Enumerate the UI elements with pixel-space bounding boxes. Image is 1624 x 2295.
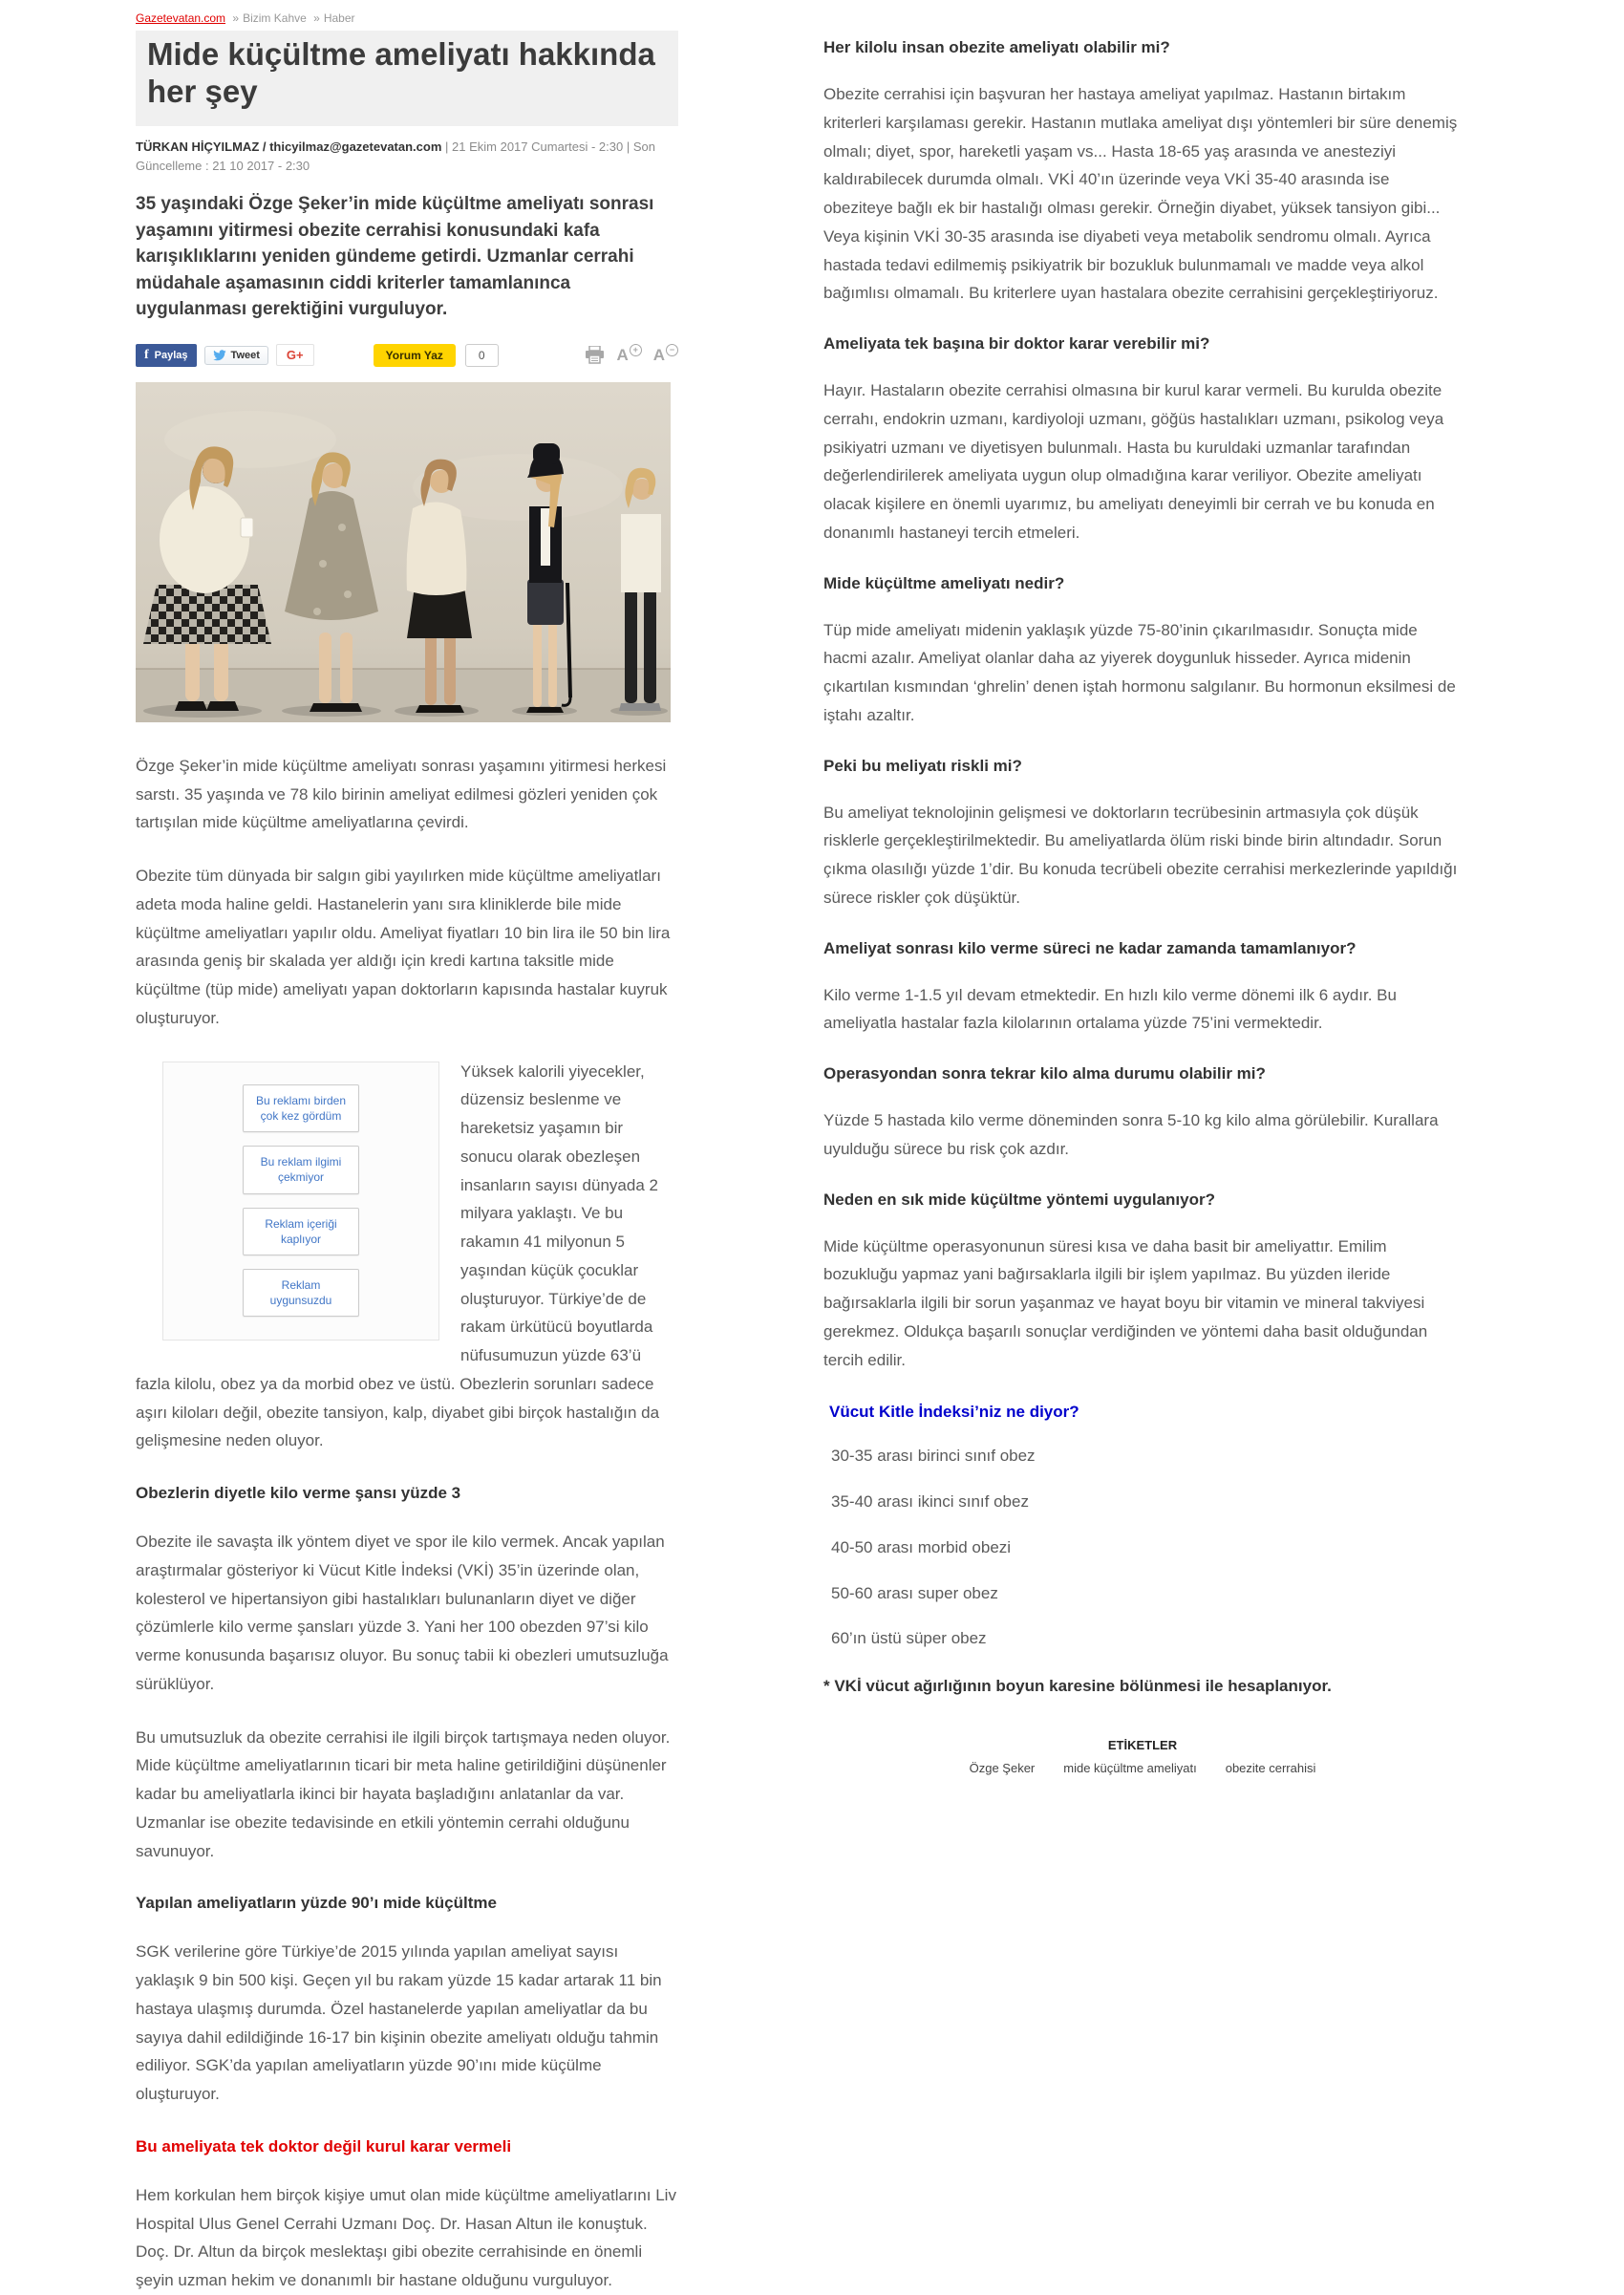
print-icon[interactable] [585,346,605,364]
publish-date: | 21 Ekim 2017 Cumartesi - 2:30 | Son Güncelleme : 21 10 2017 - 2:30 [136,139,655,174]
tweet-label: Tweet [230,349,260,361]
googleplus-icon: G+ [286,348,304,363]
ad-feedback-button[interactable]: Reklam içeriği kaplıyor [243,1208,359,1255]
article-paragraph: Özge Şeker’in mide küçültme ameliyatı sonrası yaşamını yitirmesi herkesi sarstı. 35 yaşında ve 78 kilo birinin ameliyat edilmesi gözleri yeniden çok tartışılan mide küçültme ameliyatlarına çevirdi. [136,756,667,832]
breadcrumb-home-link[interactable]: Gazetevatan.com [136,11,226,25]
font-size-increase-button[interactable]: A + [616,346,641,365]
qa-answer: Hayır. Hastaların obezite cerrahisi olmasına bir kurul karar vermeli. Bu kurulda obezite cerrahı, endokrin uzmanı, kardiyoloji uzmanı, göğüs hastalıkları uzmanı, psikolog veya psikiyatri uzmanı ve diyetisyen bulunmalı. Hasta bu kuruldaki uzmanlar tarafından değerlendirilerek ameliyata uygun olup olmadığına karar veriliyor. Obezite ameliyatı olacak kişilere en önemli uyarımız, bu ameliyatı deneyimli bir cerrah ve bu konuda en donanımlı hastaneyi tercih etmeleri. [823,381,1444,542]
ad-feedback-button[interactable]: Bu reklam ilgimi çekmiyor [243,1146,359,1193]
tweet-button[interactable] [204,346,268,365]
article-lede: 35 yaşındaki Özge Şeker’in mide küçültme ameliyatı sonrası yaşamını yitirmesi obezite cerrahisi konusundaki kafa karışıklıklarını yeniden gündeme getirdi. Uzmanlar cerrahi müdahale aşamasının ciddi kriterler tamamlanınca uygulanması gerektiğini vurguluyor. [136,194,654,320]
breadcrumb-separator: » [232,11,240,25]
qa-answer: Tüp mide ameliyatı midenin yaklaşık yüzde 75-80’inin çıkarılmasıdır. Sonuçta mide hacmi azalır. Ameliyat olanlar daha az yiyerek doygunluk hisseder. Ayrıca midenin çıkartılan kısmından ‘ghrelin’ denen iştah hormonu salgılanır. Bu hormonun eksilmesi de iştahı azaltır. [823,620,1456,724]
tag-link[interactable]: Özge Şeker [969,1761,1036,1776]
bmi-list-item: 60’ın üstü süper obez [831,1629,987,1648]
qa-question: Peki bu meliyatı riskli mi? [823,756,1022,775]
qa-list [823,38,1462,1374]
article-paragraph: Hem korkulan hem birçok kişiye umut olan mide küçültme ameliyatlarını Liv Hospital Ulus Genel Cerrahi Uzmanı Doç. Dr. Hasan Altun ile konuştuk. Doç. Dr. Altun da birçok meslektaşı gibi obezite cerrahisinde en önemli şeyin uzman hekim ve donanımlı bir hastane olduğunu vurguluyor. [136,2185,676,2290]
qa-question: Ameliyata tek başına bir doktor karar verebilir mi? [823,334,1210,353]
write-comment-button[interactable]: Yorum Yaz [374,344,456,367]
section-heading: Obezlerin diyetle kilo verme şansı yüzde 3 [136,1484,461,1503]
article-column [136,0,678,2295]
page-title: Mide küçültme ameliyatı hakkında her şey [147,36,655,109]
bmi-footnote: * VKİ vücut ağırlığının boyun karesine bölünmesi ile hesaplanıyor. [823,1677,1332,1696]
minus-circle-icon: − [666,344,678,356]
article-tools [585,346,678,365]
bmi-list [823,1445,1462,1650]
share-row [136,344,678,367]
bmi-list-item: 50-60 arası super obez [831,1583,998,1602]
bmi-list-item: 30-35 arası birinci sınıf obez [831,1447,1036,1466]
qa-question: Mide küçültme ameliyatı nedir? [823,573,1065,592]
tag-link[interactable]: mide küçültme ameliyatı [1063,1761,1197,1776]
qa-question: Operasyondan sonra tekrar kilo alma durumu olabilir mi? [823,1064,1266,1083]
breadcrumb-separator: » [313,11,320,25]
ad-feedback-button[interactable]: Bu reklamı birden çok kez gördüm [243,1084,359,1132]
qa-question: Neden en sık mide küçültme yöntemi uygulanıyor? [823,1190,1215,1209]
title-block [136,31,678,126]
qa-answer: Yüzde 5 hastada kilo verme döneminden sonra 5-10 kg kilo alma görülebilir. Kurallara uyulduğu sürece bu risk çok azdır. [823,1111,1439,1158]
section-heading: Yapılan ameliyatların yüzde 90’ı mide küçültme [136,1894,497,1913]
facebook-icon: f [144,347,149,362]
qa-column [823,0,1462,1775]
ad-feedback-button[interactable]: Reklam uygunsuzdu [243,1269,359,1317]
article-paragraph: Obezite ile savaşta ilk yöntem diyet ve spor ile kilo vermek. Ancak yapılan araştırmalar gösteriyor ki Vücut Kitle İndeksi (VKİ) 35’in üzerinde olan, kolesterol ve hipertansiyon gibi hastalıkları bulunanların diyet ve diğer çözümlerle kilo verme şansları yüzde 3. Yani her 100 obezden 97’si kilo verme konusunda başarısız oluyor. Bu sonuç tabii ki obezleri umutsuzluğa sürüklüyor. [136,1533,669,1693]
bmi-heading: Vücut Kitle İndeksi’niz ne diyor? [829,1403,1079,1422]
article-paragraph: Obezite tüm dünyada bir salgın gibi yayılırken mide küçültme ameliyatları adeta moda haline geldi. Hastanelerin yanı sıra kliniklerde bile mide küçültme ameliyatları yapılır oldu. Ameliyat fiyatları 10 bin lira ile 50 bin lira arasında geniş bir skalada yer aldığı için kredi kartına taksitle mide küçültme (tüp mide) ameliyatı yapan doktorların kapısında hastalar kuyruk oluşturuyor. [136,867,671,1027]
tags-header: ETİKETLER [1107,1738,1178,1753]
qa-answer: Mide küçültme operasyonunun süresi kısa ve daha basit bir ameliyattır. Emilim bozukluğu yapmaz yani bağırsaklarla ilgili bir işlem yapılmaz. Bu yüzden ileride bağırsaklarla ilgili bir sorun yaşanmaz ve hayat boyu bir vitamin ve mineral takviyesi gerekmez. Oldukça başarılı sonuçlar verdiğinden ve yöntemi daha basit olduğundan tercih edilir. [823,1236,1428,1369]
tags-block [823,1738,1462,1775]
article-photo [136,382,678,727]
photo-women-queue [136,382,671,722]
article-paragraph: Yüksek kalorili yiyecekler, düzensiz beslenme ve hareketsiz yaşamın bir sonucu olarak obezleşen insanların sayısı dünyada 2 milyara yaklaştı. Ve bu rakamın 41 milyonun 5 yaşından küçük çocuklar oluşturuyor. Türkiye’de de rakam ürkütücü boyutlarda nüfusumuzun yüzde 63’ü fazla kilolu, obez ya da morbid obez ve üstü. Obezlerin sorunları sadece aşırı kiloları değil, obezite tansiyon, kalp, diyabet gibi birçok hastalığın da gelişmesine neden oluyor. [136,1062,660,1450]
facebook-share-label: Paylaş [154,349,188,361]
qa-question: Her kilolu insan obezite ameliyatı olabilir mi? [823,38,1170,56]
qa-question: Ameliyat sonrası kilo verme süreci ne kadar zamanda tamamlanıyor? [823,938,1357,957]
plus-circle-icon: + [630,344,642,356]
bmi-list-item: 40-50 arası morbid obezi [831,1537,1012,1556]
ad-region [136,1058,678,1456]
qa-answer: Bu ameliyat teknolojinin gelişmesi ve doktorların tecrübesinin artmasıyla çok düşük risklerle gerçekleştirilmektedir. Bu ameliyatlarda ölüm riski binde birin altındadır. Sorun çıkma olasılığı yüzde 1’dir. Bu konuda tecrübeli obezite cerrahisi merkezlerinde yapıldığı sürece riskler çok düşüktür. [823,803,1458,907]
author-name: TÜRKAN HİÇYILMAZ / thicyilmaz@gazetevatan.com [136,139,442,154]
ad-feedback-panel [162,1062,439,1341]
tag-link[interactable]: obezite cerrahisi [1225,1761,1316,1776]
article-paragraph: Bu umutsuzluk da obezite cerrahisi ile ilgili birçok tartışmaya neden oluyor. Mide küçültme ameliyatlarının ticari bir meta haline getirildiğini düşünenler kadar bu ameliyatlarla ikinci bir hayata başladığını anlatanlar da var. Uzmanlar ise obezite tedavisinde en etkili yöntemin cerrahi olduğunu savunuyor. [136,1727,671,1860]
twitter-bird-icon [213,350,226,361]
qa-answer: Kilo verme 1-1.5 yıl devam etmektedir. En hızlı kilo verme dönemi ilk 6 aydır. Bu ameliyatla hastalar fazla kilolarının ortalama yüzde 75’ini vermektedir. [823,985,1397,1033]
facebook-share-button[interactable] [136,344,197,367]
section-heading-red: Bu ameliyata tek doktor değil kurul karar vermeli [136,2136,512,2156]
byline [136,138,678,176]
comment-count[interactable]: 0 [465,344,499,367]
font-size-decrease-button[interactable]: A − [653,346,678,365]
breadcrumb-section: Bizim Kahve [243,11,307,25]
bmi-list-item: 35-40 arası ikinci sınıf obez [831,1492,1029,1512]
breadcrumb-page: Haber [323,11,355,25]
tag-list [823,1761,1462,1775]
googleplus-share-button[interactable] [276,344,314,366]
qa-answer: Obezite cerrahisi için başvuran her hastaya ameliyat yapılmaz. Hastanın birtakım kriterleri karşılaması gerekir. Hastanın mutlaka ameliyat dışı yöntemleri bir süre denemiş olmalı; diyet, spor, hareketli yaşam vs... Hasta 18-65 yaş arasında ve anesteziyi kaldırabilecek durumda olmalı. VKİ 40’ın üzerinde veya VKİ 35-40 arasında ise obeziteye bağlı ek bir hastalığı olması gerekir. Örneğin diyabet, yüksek tansiyon gibi... Veya kişinin VKİ 30-35 arasında ise diyabeti veya metabolik sendromu olmalı. Ayrıca hastada tedavi edilmemiş psikiyatrik bir bozukluk bulunmamalı ve madde veya alkol bağımlısı olmamalı. Bu kriterlere uyan hastalara obezite cerrahisini gerçekleştiriyoruz. [823,85,1458,303]
breadcrumb [136,11,678,25]
article-paragraph: SGK verilerine göre Türkiye’de 2015 yılında yapılan ameliyat sayısı yaklaşık 9 bin 500 kişi. Geçen yıl bu rakam yüzde 15 kadar artarak 11 bin hastaya ulaşmış durumda. Özel hastanelerde yapılan ameliyatlar da bu sayıya dahil edildiğinde 16-17 bin kişinin obezite ameliyatı olduğu tahmin ediliyor. SGK’da yapılan ameliyatların yüzde 90’ını mide küçülme oluşturuyor. [136,1942,662,2104]
